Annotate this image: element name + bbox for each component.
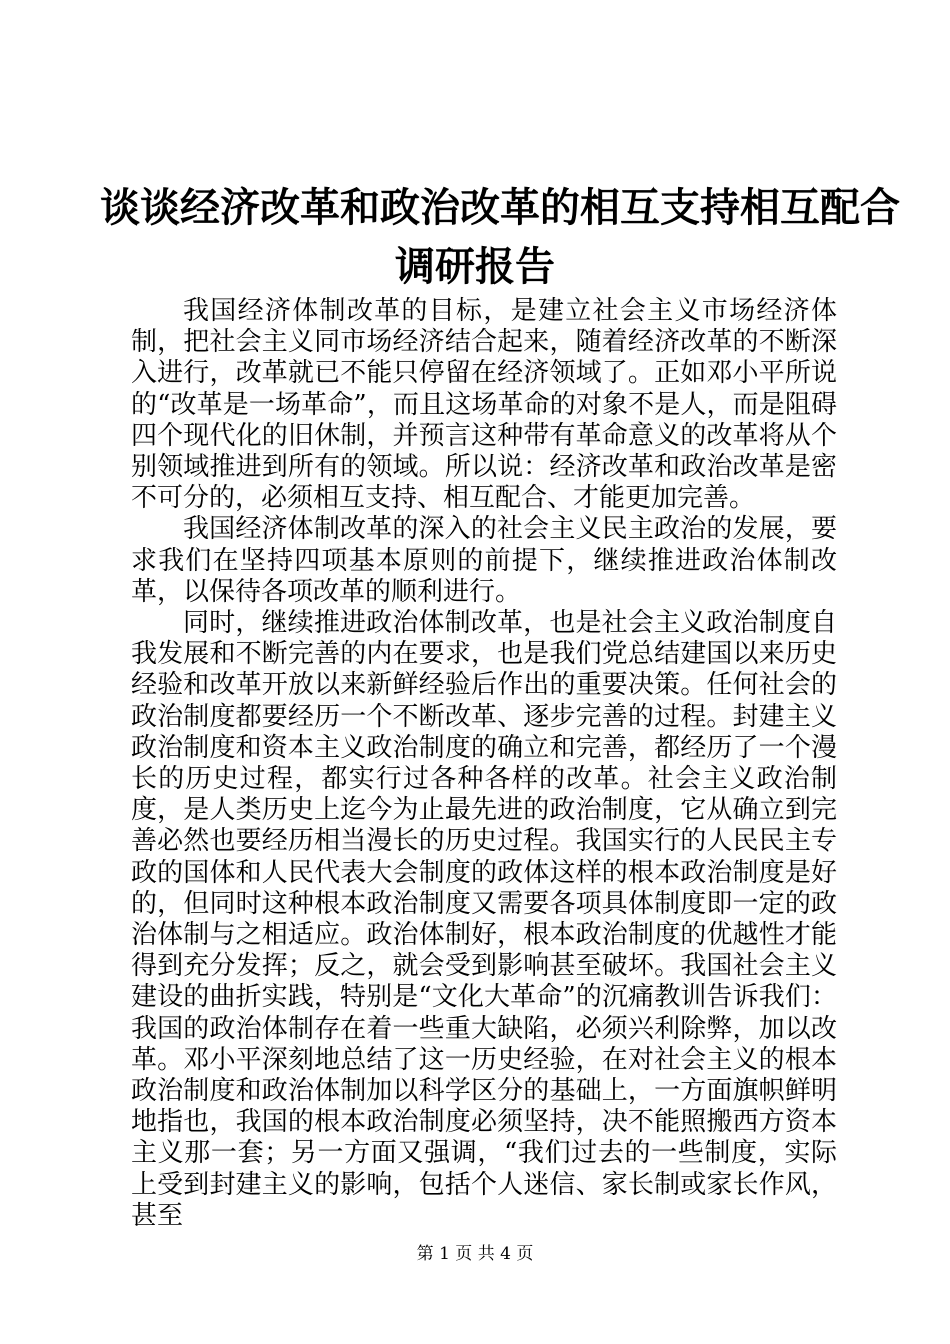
paragraph: 我国经济体制改革的深入的社会主义民主政治的发展，要求我们在坚持四项基本原则的前提下，继续推进政治体制改革，以保待各项改革的顺利进行。: [131, 514, 837, 607]
paragraph: 同时，继续推进政治体制改革，也是社会主义政治制度自我发展和不断完善的内在要求，也是我们党总结建国以来历史经验和改革开放以来新鲜经验后作出的重要决策。任何社会的政治制度都要经历一个不断改革、逐步完善的过程。封建主义政治制度和资本主义政治制度的确立和完善，都经历了一个漫长的历史过程，都实行过各种各样的改革。社会主义政治制度，是人类历史上迄今为止最先进的政治制度，它从确立到完善必然也要经历相当漫长的历史过程。我国实行的人民民主专政的国体和人民代表大会制度的政体这样的根本政治制度是好的，但同时这种根本政治制度又需要各项具体制度即一定的政治体制与之相适应。政治体制好，根本政治制度的优越性才能得到充分发挥；反之，就会受到影响甚至破坏。我国社会主义建设的曲折实践，特别是“文化大革命”的沉痛教训告诉我们：我国的政治体制存在着一些重大缺陷，必须兴利除弊，加以改革。邓小平深刻地总结了这一历史经验，在对社会主义的根本政治制度和政治体制加以科学区分的基础上，一方面旗帜鲜明地指也，我国的根本政治制度必须坚持，决不能照搬西方资本主义那一套；另一方面又强调，“我们过去的一些制度，实际上受到封建主义的影响，包括个人迷信、家长制或家长作风，甚至: [131, 608, 837, 1231]
page-footer: 第 1 页 共 4 页: [416, 1244, 534, 1264]
document-title-line2: 调研报告: [395, 243, 555, 290]
paragraph: 我国经济体制改革的目标，是建立社会主义市场经济体制，把社会主义同市场经济结合起来，随着经济改革的不断深入进行，改革就已不能只停留在经济领域了。正如邓小平所说的“改革是一场革命”，而且这场革命的对象不是人，而是阻碍四个现代化的旧休制，并预言这种带有革命意义的改革将从个别领域推进到所有的领域。所以说：经济改革和政治改革是密不可分的，必须相互支持、相互配合、才能更加完善。: [131, 296, 837, 514]
document-body: [131, 296, 837, 1232]
document-title-line1: 谈谈经济改革和政治改革的相互支持相互配合: [100, 184, 900, 231]
